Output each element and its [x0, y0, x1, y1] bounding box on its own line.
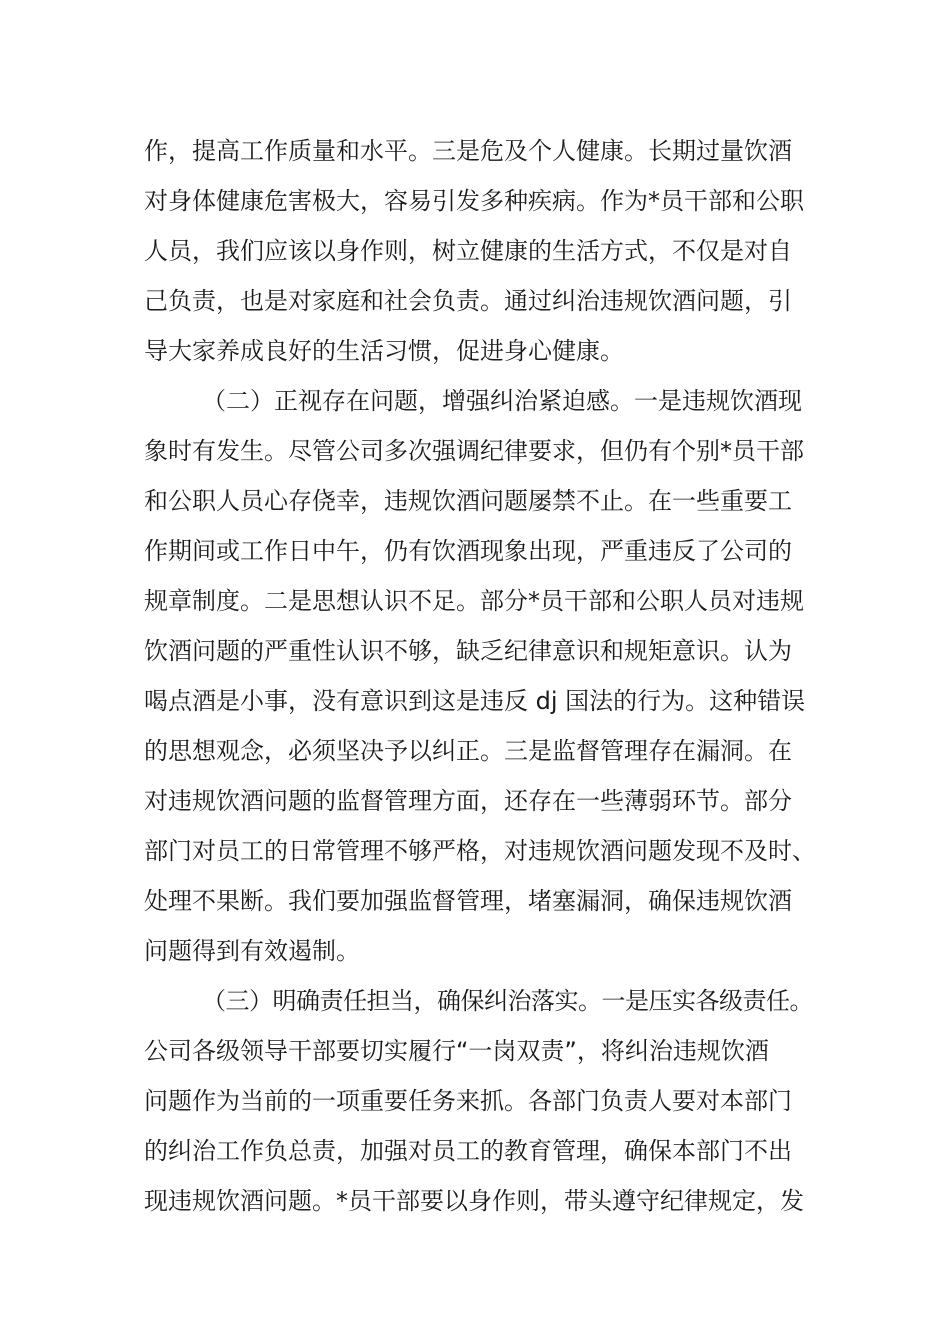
text-line: 作期间或工作日中午，仍有饮酒现象出现，严重违反了公司的 — [144, 537, 792, 565]
text-line: 公司各级领导干部要切实履行“一岗双责”，将纠治违规饮酒 — [144, 1037, 769, 1065]
text-line: 处理不果断。我们要加强监督管理，堵塞漏洞，确保违规饮酒 — [144, 887, 792, 915]
text-line: 作，提高工作质量和水平。三是危及个人健康。长期过量饮酒 — [144, 137, 792, 165]
text-line: 人员，我们应该以身作则，树立健康的生活方式，不仅是对自 — [144, 237, 792, 265]
text-line: 问题作为当前的一项重要任务来抓。各部门负责人要对本部门 — [144, 1087, 792, 1115]
text-line: 饮酒问题的严重性认识不够，缺乏纪律意识和规矩意识。认为 — [144, 637, 792, 665]
text-line: 部门对员工的日常管理不够严格，对违规饮酒问题发现不及时、 — [144, 837, 816, 865]
section-heading-line: （三）明确责任担当，确保纠治落实。一是压实各级责任。 — [202, 987, 813, 1015]
text-line: 对身体健康危害极大，容易引发多种疾病。作为*员干部和公职 — [144, 187, 804, 215]
document-body — [144, 126, 816, 1226]
text-line: 规章制度。二是思想认识不足。部分*员干部和公职人员对违规 — [144, 587, 804, 615]
text-line: 己负责，也是对家庭和社会负责。通过纠治违规饮酒问题，引 — [144, 287, 792, 315]
text-line: 对违规饮酒问题的监督管理方面，还存在一些薄弱环节。部分 — [144, 787, 792, 815]
text-line: 导大家养成良好的生活习惯，促进身心健康。 — [144, 337, 624, 365]
text-line: 现违规饮酒问题。*员干部要以身作则，带头遵守纪律规定，发 — [144, 1187, 804, 1215]
text-line: 喝点酒是小事，没有意识到这是违反 dj 国法的行为。这种错误 — [144, 687, 806, 715]
text-line: 的思想观念，必须坚决予以纠正。三是监督管理存在漏洞。在 — [144, 737, 792, 765]
text-line: 象时有发生。尽管公司多次强调纪律要求，但仍有个别*员干部 — [144, 437, 804, 465]
text-line: 的纠治工作负总责，加强对员工的教育管理，确保本部门不出 — [144, 1137, 792, 1165]
section-heading-line: （二）正视存在问题，增强纠治紧迫感。一是违规饮酒现 — [202, 387, 802, 415]
text-line: 问题得到有效遏制。 — [144, 937, 360, 965]
text-line: 和公职人员心存侥幸，违规饮酒问题屡禁不止。在一些重要工 — [144, 487, 792, 515]
